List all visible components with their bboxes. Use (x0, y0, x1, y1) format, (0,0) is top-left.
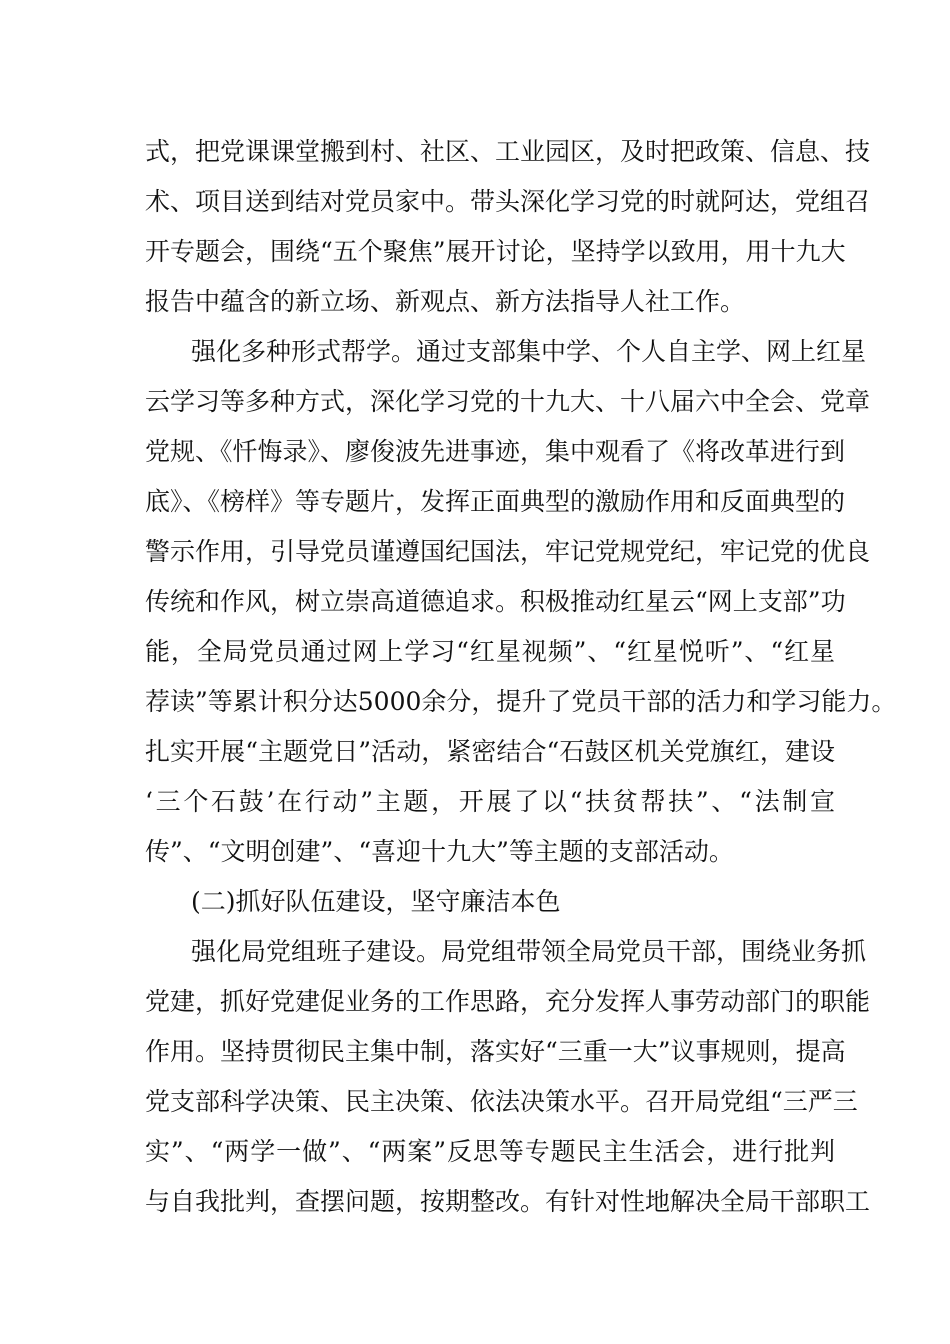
text-line: 实”、“两学一做”、“两案”反思等专题民主生活会，进行批判 (145, 1137, 835, 1166)
text-line: 术、项目送到结对党员家中。带头深化学习党的时就阿达，党组召 (145, 187, 871, 216)
text-line: 警示作用，引导党员谨遵国纪国法，牢记党规党纪，牢记党的优良 (145, 537, 871, 566)
text-line: 能，全局党员通过网上学习“红星视频”、“红星悦听”、“红星 (145, 637, 835, 666)
text-line: ‘三个石鼓’在行动”主题，开展了以“扶贫帮扶”、“法制宣 (145, 787, 835, 816)
section-heading: (二)抓好队伍建设，坚守廉洁本色 (191, 887, 561, 916)
text-line: 传统和作风，树立崇高道德追求。积极推动红星云“网上支部”功 (145, 587, 846, 616)
document-body (145, 127, 897, 1227)
text-line: 党规、《忏悔录》、廖俊波先进事迹，集中观看了《将改革进行到 (145, 437, 846, 466)
text-line: 党支部科学决策、民主决策、依法决策水平。召开局党组“三严三 (145, 1087, 858, 1116)
text-line: 底》、《榜样》等专题片，发挥正面典型的激励作用和反面典型的 (145, 487, 846, 516)
paragraph-start-line: 强化局党组班子建设。局党组带领全局党员干部，围绕业务抓 (191, 937, 867, 966)
text-line: 云学习等多种方式，深化学习党的十九大、十八届六中全会、党章 (145, 387, 871, 416)
text-line: 与自我批判，查摆问题，按期整改。有针对性地解决全局干部职工 (145, 1187, 871, 1216)
text-line: 传”、“文明创建”、“喜迎十九大”等主题的支部活动。 (145, 837, 734, 866)
text-line: 作用。坚持贯彻民主集中制，落实好“三重一大”议事规则，提高 (145, 1037, 846, 1066)
text-line: 党建，抓好党建促业务的工作思路，充分发挥人事劳动部门的职能 (145, 987, 871, 1016)
text-line: 扎实开展“主题党日”活动，紧密结合“石鼓区机关党旗红，建设 (145, 737, 835, 766)
text-line: 开专题会，围绕“五个聚焦”展开讨论，坚持学以致用，用十九大 (145, 237, 846, 266)
paragraph-start-line: 强化多种形式帮学。通过支部集中学、个人自主学、网上红星 (191, 337, 867, 366)
text-line: 式，把党课课堂搬到村、社区、工业园区，及时把政策、信息、技 (145, 137, 871, 166)
text-line: 荐读”等累计积分达5000余分，提升了党员干部的活力和学习能力。 (145, 687, 897, 716)
text-line: 报告中蕴含的新立场、新观点、新方法指导人社工作。 (145, 287, 746, 316)
